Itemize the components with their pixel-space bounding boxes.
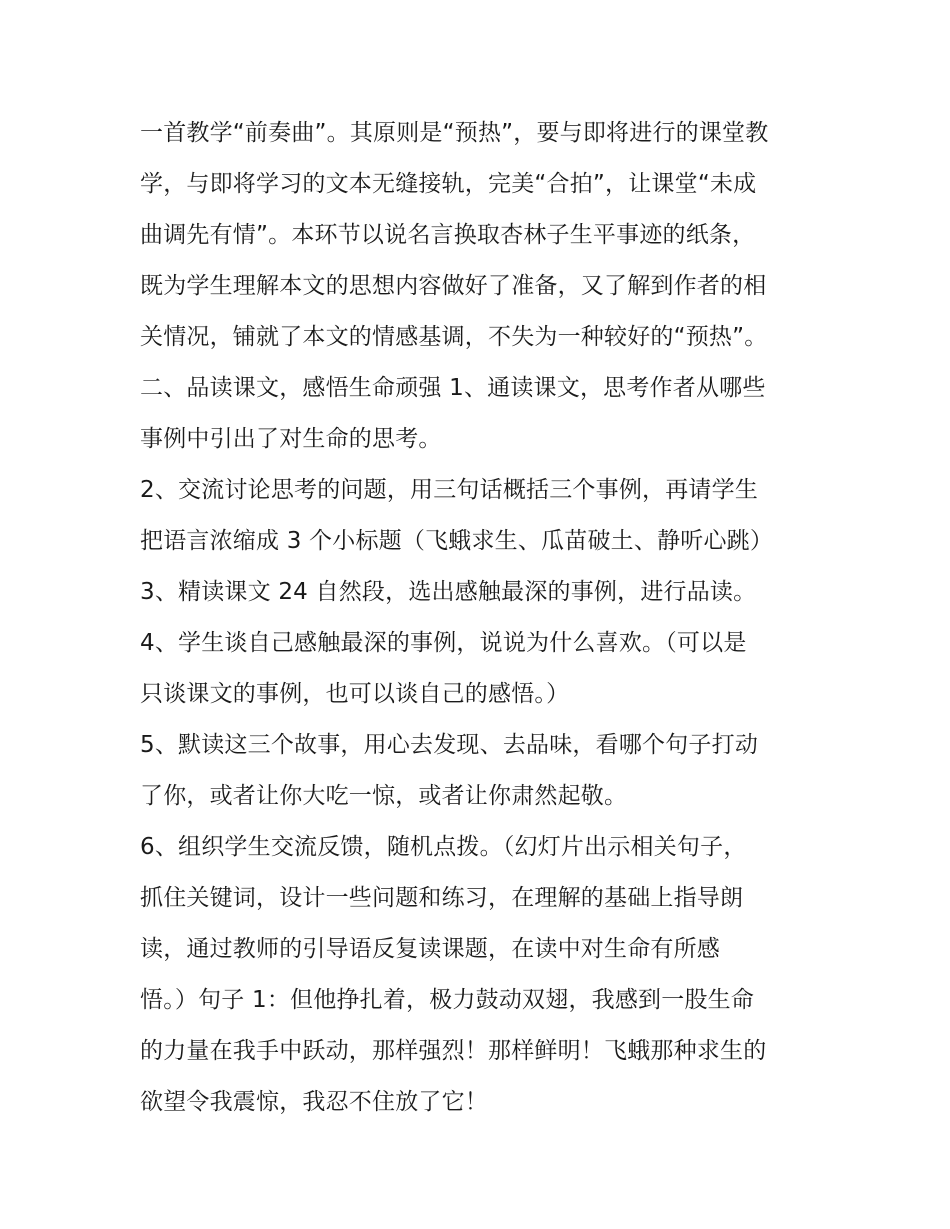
text-line: 欲望令我震惊，我忍不住放了它！ xyxy=(140,1089,488,1115)
text-line: 关情况，铺就了本文的情感基调，不失为一种较好的“预热”。 xyxy=(140,324,768,350)
text-line: 了你，或者让你大吃一惊，或者让你肃然起敬。 xyxy=(140,783,628,809)
text-line: 曲调先有情”。本环节以说名言换取杏林子生平事迹的纸条， xyxy=(140,222,756,248)
list-item-line: 2、交流讨论思考的问题，用三句话概括三个事例，再请学生 xyxy=(140,477,759,503)
text-line: 抓住关键词，设计一些问题和练习，在理解的基础上指导朗 xyxy=(140,885,744,911)
text-line: 事例中引出了对生命的思考。 xyxy=(140,426,442,452)
text-line: 的力量在我手中跃动，那样强烈！那样鲜明！飞蛾那种求生的 xyxy=(140,1038,767,1064)
text-line: 悟。）句子 1：但他挣扎着，极力鼓动双翅，我感到一股生命 xyxy=(140,987,755,1013)
text-line: 既为学生理解本文的思想内容做好了准备，又了解到作者的相 xyxy=(140,273,767,299)
text-line: 一首教学“前奏曲”。其原则是“预热”，要与即将进行的课堂教 xyxy=(140,120,769,146)
text-line: 学，与即将学习的文本无缝接轨，完美“合拍”，让课堂“未成 xyxy=(140,171,757,197)
list-item-line: 4、学生谈自己感触最深的事例，说说为什么喜欢。（可以是 xyxy=(140,630,747,656)
text-line: 读，通过教师的引导语反复读课题，在读中对生命有所感 xyxy=(140,936,720,962)
list-item-line: 6、组织学生交流反馈，随机点拨。（幻灯片出示相关句子， xyxy=(140,834,747,860)
list-item-line: 3、精读课文 24 自然段，选出感触最深的事例，进行品读。 xyxy=(140,579,757,605)
document-body xyxy=(140,108,830,1128)
text-line: 把语言浓缩成 3 个小标题（飞蛾求生、瓜苗破土、静听心跳） xyxy=(140,528,774,554)
list-item-line: 5、默读这三个故事，用心去发现、去品味，看哪个句子打动 xyxy=(140,732,759,758)
text-line: 只谈课文的事例，也可以谈自己的感悟。） xyxy=(140,681,570,707)
section-heading-line: 二、品读课文，感悟生命顽强 1、通读课文，思考作者从哪些 xyxy=(140,375,766,401)
